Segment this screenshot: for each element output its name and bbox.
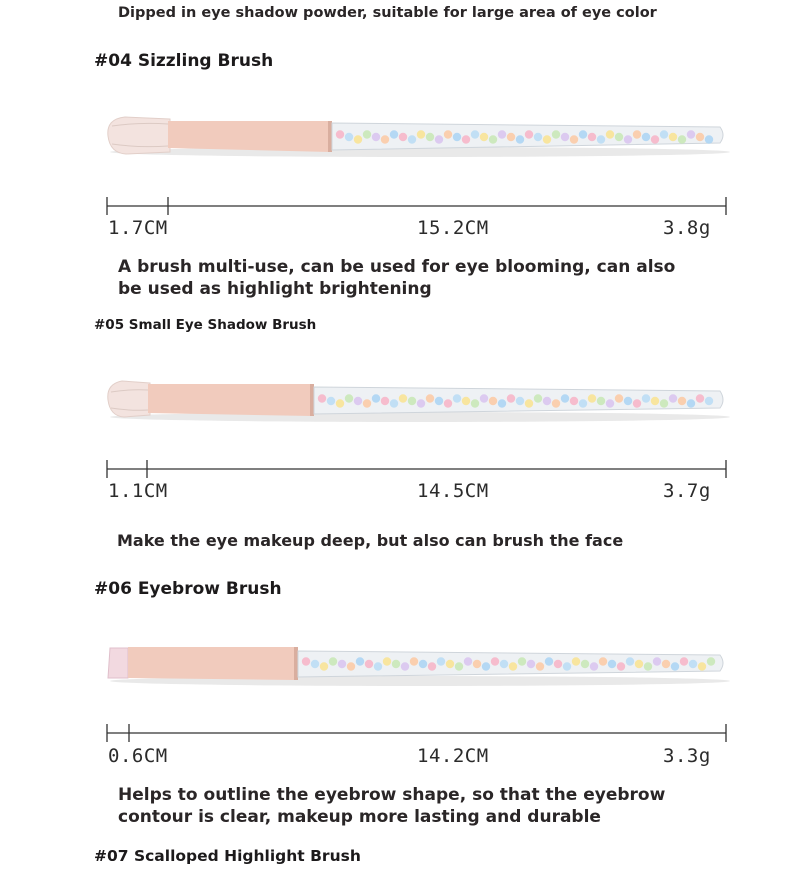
- weight-05: 3.7g: [663, 480, 711, 502]
- brush-description-04: A brush multi-use, can be used for eye blooming, can also be used as highlight brightening: [118, 257, 676, 299]
- total-length-04: 15.2CM: [417, 217, 489, 239]
- weight-04: 3.8g: [663, 217, 711, 239]
- brush-description-06: Helps to outline the eyebrow shape, so that the eyebrow contour is clear, makeup more lasting and durable: [118, 785, 666, 827]
- brush-description-05: Make the eye makeup deep, but also can brush the face: [117, 531, 624, 550]
- brush-title-04: #04 Sizzling Brush: [94, 51, 274, 71]
- total-length-06: 14.2CM: [417, 745, 489, 767]
- head-length-04: 1.7CM: [108, 217, 168, 239]
- head-length-06: 0.6CM: [108, 745, 168, 767]
- brush-title-05: #05 Small Eye Shadow Brush: [94, 317, 317, 333]
- top-description: Dipped in eye shadow powder, suitable for large area of eye color: [118, 5, 657, 21]
- head-length-05: 1.1CM: [108, 480, 168, 502]
- total-length-05: 14.5CM: [417, 480, 489, 502]
- brush-title-07: #07 Scalloped Highlight Brush: [94, 847, 361, 865]
- brush-title-06: #06 Eyebrow Brush: [94, 579, 282, 599]
- weight-06: 3.3g: [663, 745, 711, 767]
